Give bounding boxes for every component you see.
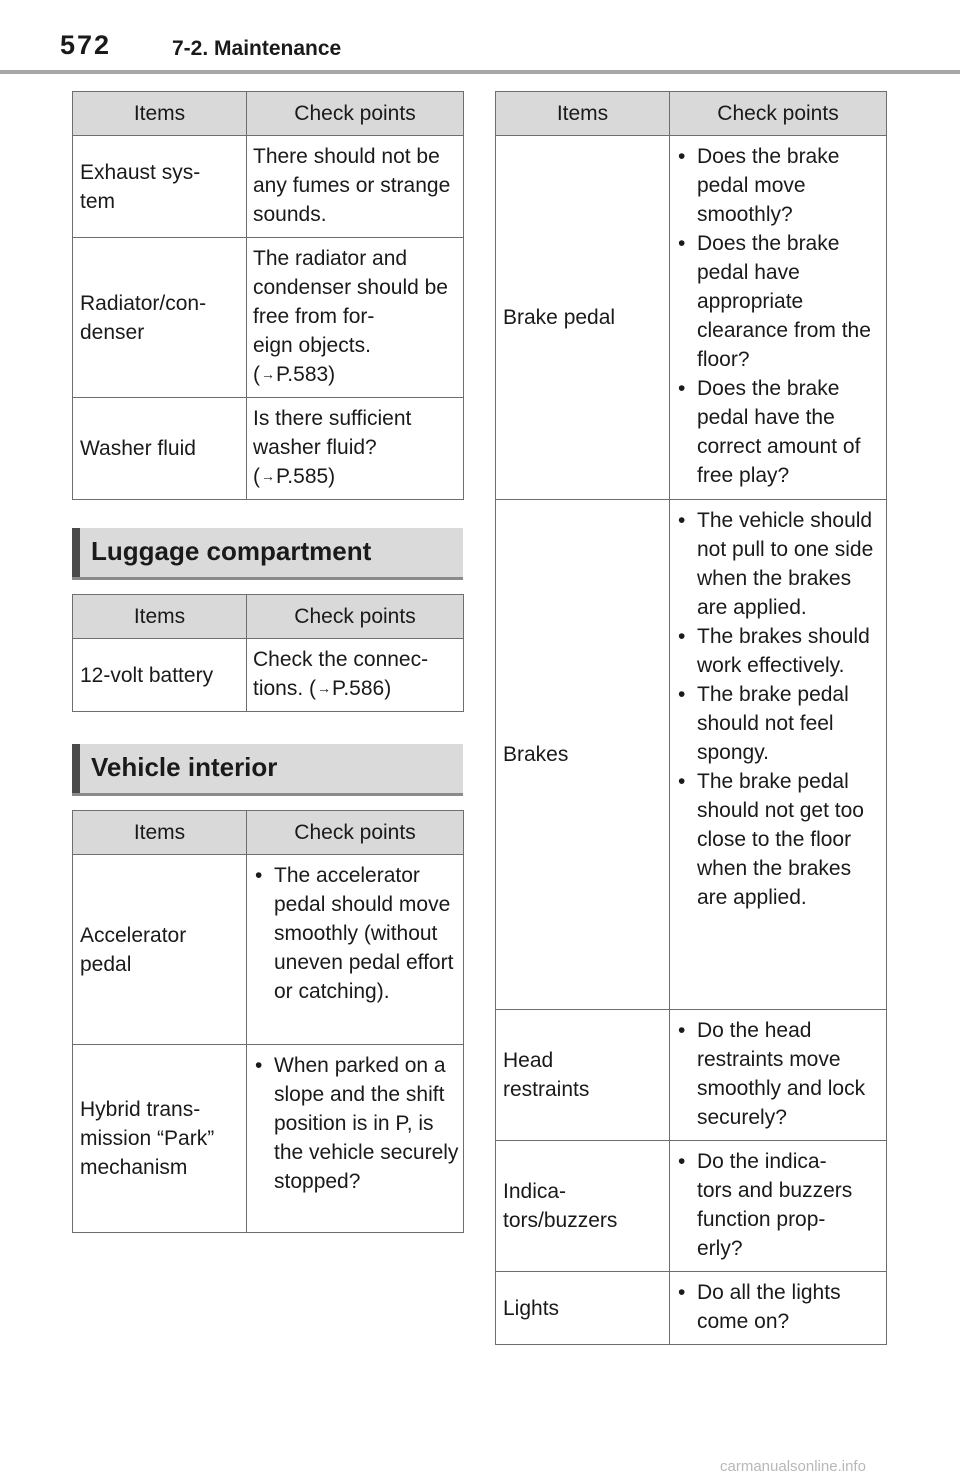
table-row xyxy=(73,238,464,398)
table-row xyxy=(73,855,464,1045)
list-item: • The brake pedal should not feel spongy. xyxy=(676,680,882,767)
luggage-compartment-heading xyxy=(72,528,463,580)
check-points-header: Check points xyxy=(670,92,887,136)
item-cell xyxy=(73,398,247,500)
check-radiator-condenser: The radiator and condenser should be free from for- eign objects. xyxy=(253,247,448,357)
left-column xyxy=(72,91,463,1233)
check-list xyxy=(676,1016,882,1132)
item-head-restraints: Head restraints xyxy=(503,1049,590,1101)
list-item: • Do the head restraints move smoothly and lock securely? xyxy=(676,1016,882,1132)
item-accelerator-pedal: Accelerator pedal xyxy=(80,923,187,976)
items-header: Items xyxy=(496,92,670,136)
items-header: Items xyxy=(73,595,247,639)
watermark: carmanualsonline.info xyxy=(720,1458,866,1475)
right-column xyxy=(495,91,886,1345)
list-item: • Do all the lights come on? xyxy=(676,1278,882,1336)
item-cell xyxy=(496,500,670,1010)
table-row xyxy=(496,1272,887,1345)
check-cell xyxy=(247,1045,464,1233)
item-radiator-condenser: Radiator/con- denser xyxy=(80,291,207,344)
check-cell xyxy=(670,136,887,500)
list-item: • Does the brake pedal have the correct amount of free play? xyxy=(676,374,882,490)
items-header: Items xyxy=(73,92,247,136)
check-cell: Is there sufficient washer fluid? (→P.585) xyxy=(247,398,464,500)
list-item: • When parked on a slope and the shift position is in P, is the vehicle securely stopped? xyxy=(253,1051,459,1196)
items-header: Items xyxy=(73,811,247,855)
table-row xyxy=(73,136,464,238)
list-item: • Do the indica- tors and buzzers function prop- erly? xyxy=(676,1147,882,1263)
check-points-header: Check points xyxy=(247,92,464,136)
check-list xyxy=(676,1278,882,1336)
table-row xyxy=(496,500,887,1010)
item-washer-fluid: Washer fluid xyxy=(80,437,196,460)
item-hybrid-transmission-park: Hybrid trans- mission “Park” mechanism xyxy=(80,1098,215,1179)
interior-heading-text: Vehicle interior xyxy=(91,752,278,782)
check-cell xyxy=(247,855,464,1045)
list-item: • Does the brake pedal have appropriate clearance from the floor? xyxy=(676,229,882,374)
luggage-heading-text: Luggage compartment xyxy=(91,536,372,566)
list-item: • The brake pedal should not get too close to the floor when the brakes are applied. xyxy=(676,767,882,912)
arrow-right-icon: → xyxy=(261,366,275,382)
check-list xyxy=(253,1051,459,1196)
page-reference-link[interactable]: P.586 xyxy=(332,677,385,700)
table-row xyxy=(496,1141,887,1272)
check-list xyxy=(253,861,459,1006)
list-item: • Does the brake pedal move smoothly? xyxy=(676,142,882,229)
table-header-row xyxy=(73,92,464,136)
list-item: • The accelerator pedal should move smoothly (without uneven pedal effort or catching). xyxy=(253,861,459,1006)
page-reference-link[interactable]: P.583 xyxy=(276,363,329,386)
check-list xyxy=(676,506,882,912)
list-item: • The brakes should work effectively. xyxy=(676,622,882,680)
header-divider xyxy=(0,70,960,74)
interior-check-table xyxy=(72,810,464,1233)
interior-check-table-continued xyxy=(495,91,887,1345)
item-cell xyxy=(73,136,247,238)
item-cell xyxy=(496,1272,670,1345)
check-cell xyxy=(670,1141,887,1272)
item-cell xyxy=(73,855,247,1045)
table-row xyxy=(73,1045,464,1233)
luggage-check-table xyxy=(72,594,464,712)
table-header-row xyxy=(73,811,464,855)
arrow-right-icon: → xyxy=(261,468,275,484)
page-header xyxy=(0,0,960,76)
item-cell xyxy=(73,238,247,398)
engine-check-table xyxy=(72,91,464,500)
item-lights: Lights xyxy=(503,1296,560,1320)
vehicle-interior-heading xyxy=(72,744,463,796)
item-12-volt-battery: 12-volt battery xyxy=(80,663,214,687)
check-suffix: ) xyxy=(384,677,392,700)
item-indicators-buzzers: Indica- tors/buzzers xyxy=(503,1180,618,1232)
check-cell xyxy=(247,136,464,238)
check-12-volt-battery: Check the connec- tions. ( xyxy=(253,648,429,700)
item-exhaust-system: Exhaust sys- tem xyxy=(80,160,201,213)
page-reference-link[interactable]: P.585 xyxy=(276,465,329,488)
section-title: 7-2. Maintenance xyxy=(172,37,342,60)
table-row xyxy=(73,398,464,500)
item-cell xyxy=(496,136,670,500)
check-cell xyxy=(670,1272,887,1345)
check-list xyxy=(676,142,882,490)
check-cell xyxy=(247,639,464,712)
item-cell xyxy=(73,639,247,712)
check-washer-fluid: Is there sufficient washer fluid? xyxy=(253,407,412,459)
list-item: • The vehicle should not pull to one side when the brakes are applied. xyxy=(676,506,882,622)
check-cell: The radiator and condenser should be free from for- eign objects. (→P.583) xyxy=(247,238,464,398)
check-points-header: Check points xyxy=(247,595,464,639)
table-header-row xyxy=(73,595,464,639)
table-row xyxy=(496,1010,887,1141)
check-cell xyxy=(670,1010,887,1141)
page-number: 572 xyxy=(60,30,112,60)
check-cell xyxy=(670,500,887,1010)
table-header-row xyxy=(496,92,887,136)
item-cell xyxy=(496,1141,670,1272)
table-row xyxy=(496,136,887,500)
check-list xyxy=(676,1147,882,1263)
item-brake-pedal: Brake pedal xyxy=(503,306,616,329)
item-cell xyxy=(73,1045,247,1233)
table-row xyxy=(73,639,464,712)
item-cell xyxy=(496,1010,670,1141)
check-exhaust-system: There should not be any fumes or strange sounds. xyxy=(253,145,451,226)
check-points-header: Check points xyxy=(247,811,464,855)
arrow-right-icon: → xyxy=(317,680,332,696)
item-brakes: Brakes xyxy=(503,743,569,766)
